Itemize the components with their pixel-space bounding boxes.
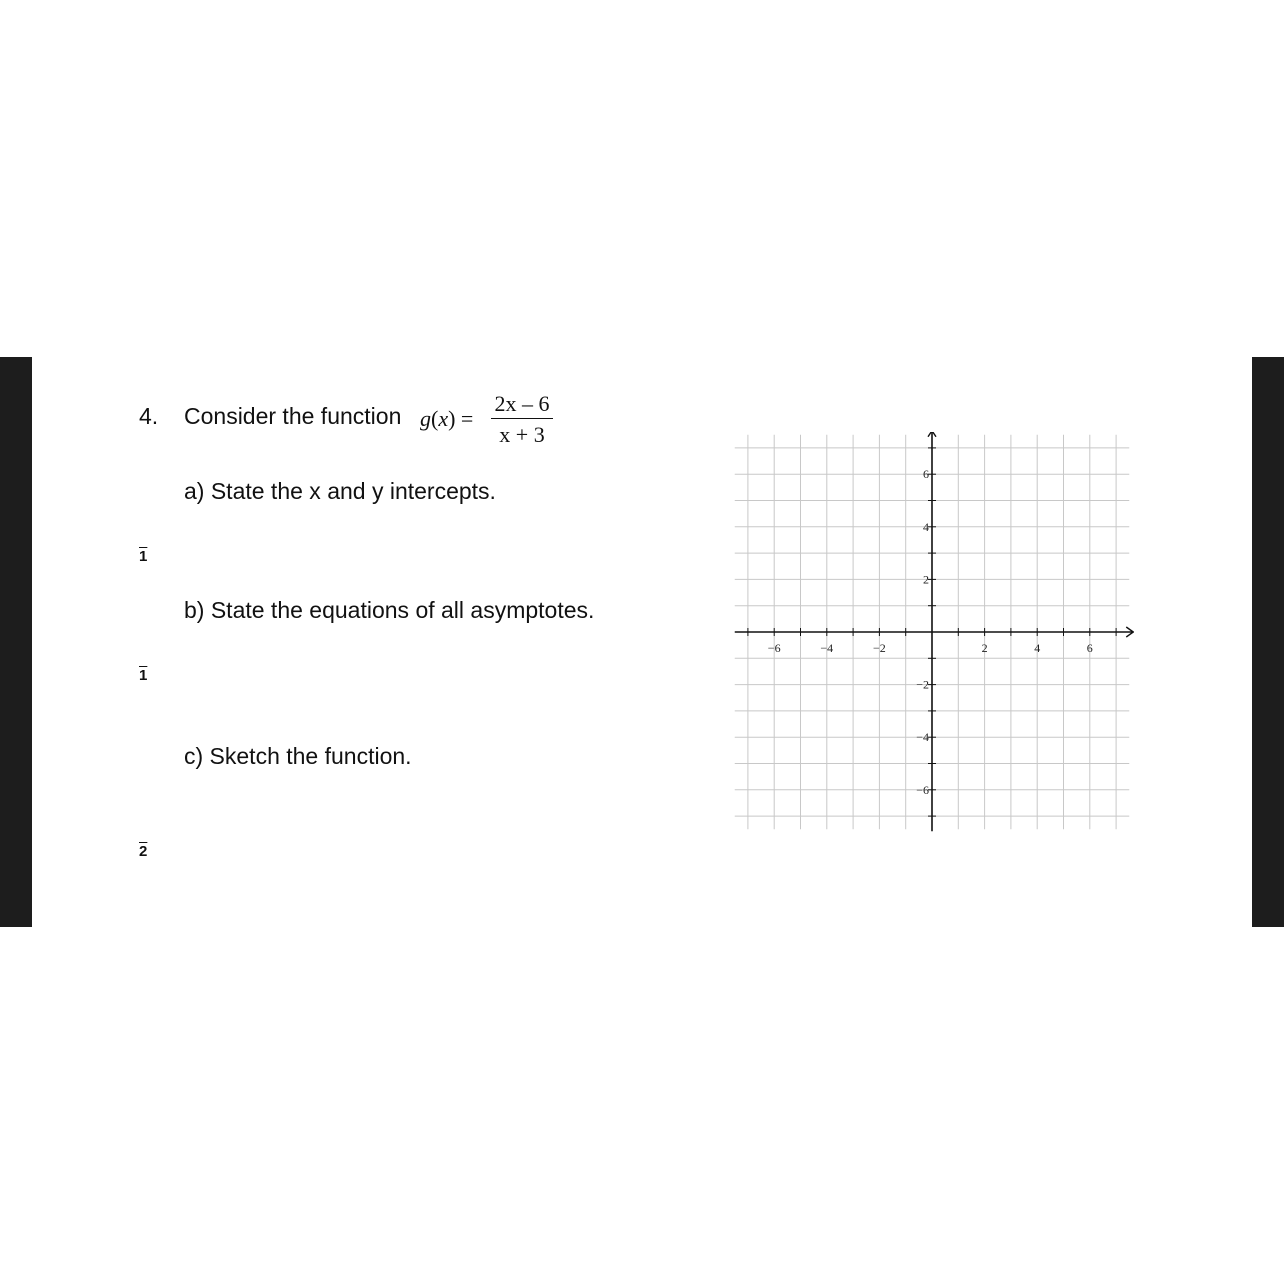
- function-numerator: 2x – 6: [494, 391, 550, 416]
- part-c-prompt: c) Sketch the function.: [184, 743, 412, 769]
- x-tick-label: 6: [1086, 641, 1093, 655]
- function-fraction: [491, 391, 553, 447]
- question-number: 4.: [139, 403, 159, 429]
- part-b-prompt: b) State the equations of all asymptotes.: [184, 597, 595, 623]
- part-c-marks: 2: [139, 843, 148, 860]
- function-definition: [420, 391, 560, 447]
- y-tick-label: 2: [923, 572, 929, 587]
- part-a-prompt: a) State the x and y intercepts.: [184, 478, 496, 504]
- x-tick-label: 4: [1034, 641, 1041, 655]
- y-tick-label: −2: [916, 677, 929, 692]
- part-b-marks: 1: [139, 667, 148, 684]
- right-dark-bar: [1252, 357, 1284, 927]
- x-tick-label: 2: [981, 641, 988, 655]
- x-tick-label: −2: [873, 641, 886, 655]
- x-tick-label: −4: [820, 641, 834, 655]
- part-a-marks: 1: [139, 548, 148, 565]
- y-tick-label: 4: [923, 519, 929, 534]
- question-intro: Consider the function: [184, 403, 402, 429]
- y-tick-label: −4: [916, 730, 929, 745]
- x-tick-label: −6: [767, 641, 781, 655]
- fraction-bar: [491, 418, 553, 419]
- function-lhs: g(x) =: [420, 406, 474, 431]
- coordinate-grid[interactable]: [734, 432, 1134, 832]
- left-dark-bar: [0, 357, 32, 927]
- y-tick-label: −6: [916, 782, 929, 797]
- y-tick-label: 6: [923, 467, 929, 482]
- function-denominator: x + 3: [499, 422, 545, 447]
